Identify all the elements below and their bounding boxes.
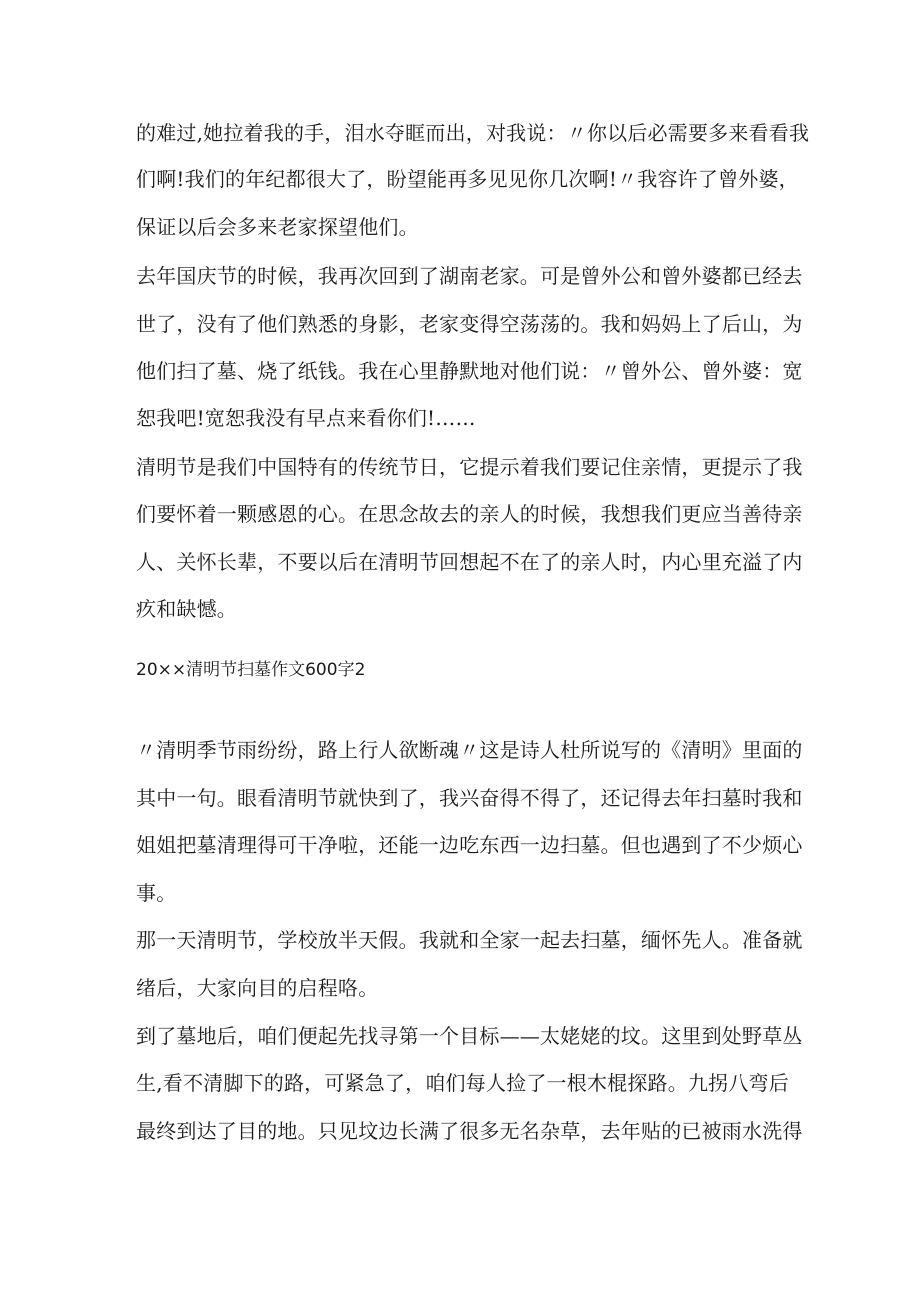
paragraph-line: 最终到达了目的地。只见坟边长满了很多无名杂草，去年贴的已被雨水洗得 [136, 1119, 803, 1143]
paragraph-line: 绪后，大家向目的启程咯。 [136, 976, 379, 1000]
paragraph-line: 那一天清明节，学校放半天假。我就和全家一起去扫墓，缅怀先人。准备就 [136, 928, 803, 952]
paragraph-line: 疚和缺憾。 [136, 597, 237, 621]
paragraph-line: 去年国庆节的时候，我再次回到了湖南老家。可是曾外公和曾外婆都已经去 [136, 264, 803, 288]
paragraph-line: 事。 [136, 881, 177, 905]
paragraph-line: 的难过,她拉着我的手，泪水夺眶而出，对我说：〃你以后必需要多来看看我 [136, 121, 810, 145]
paragraph-line: 世了，没有了他们熟悉的身影，老家变得空荡荡的。我和妈妈上了后山，为 [136, 312, 803, 336]
paragraph-line: 其中一句。眼看清明节就快到了，我兴奋得不得了，还记得去年扫墓时我和 [136, 786, 803, 810]
paragraph-line: 人、关怀长辈，不要以后在清明节回想起不在了的亲人时，内心里充溢了内 [136, 550, 803, 574]
paragraph-line: 姐姐把墓清理得可干净啦，还能一边吃东西一边扫墓。但也遇到了不少烦心 [136, 833, 803, 857]
section-heading: 20××清明节扫墓作文600字2 [136, 660, 366, 680]
paragraph-line: 〃清明季节雨纷纷，路上行人欲断魂〃这是诗人杜所说写的《清明》里面的 [136, 738, 803, 762]
paragraph-line: 们啊!我们的年纪都很大了，盼望能再多见见你几次啊!〃我容许了曾外婆， [136, 167, 799, 191]
paragraph-line: 他们扫了墓、烧了纸钱。我在心里静默地对他们说：〃曾外公、曾外婆：宽 [136, 359, 803, 383]
paragraph-line: 到了墓地后，咱们便起先找寻第一个目标——太姥姥的坟。这里到处野草丛 [136, 1024, 803, 1048]
paragraph-line: 保证以后会多来老家探望他们。 [136, 215, 419, 239]
paragraph-line: 们要怀着一颗感恩的心。在思念故去的亲人的时候，我想我们更应当善待亲 [136, 502, 803, 526]
paragraph-line: 清明节是我们中国特有的传统节日，它提示着我们要记住亲情，更提示了我 [136, 455, 803, 479]
paragraph-line: 恕我吧!宽恕我没有早点来看你们!…… [136, 406, 476, 430]
paragraph-line: 生,看不清脚下的路，可紧急了，咱们每人捡了一根木棍探路。九拐八弯后 [136, 1071, 789, 1095]
